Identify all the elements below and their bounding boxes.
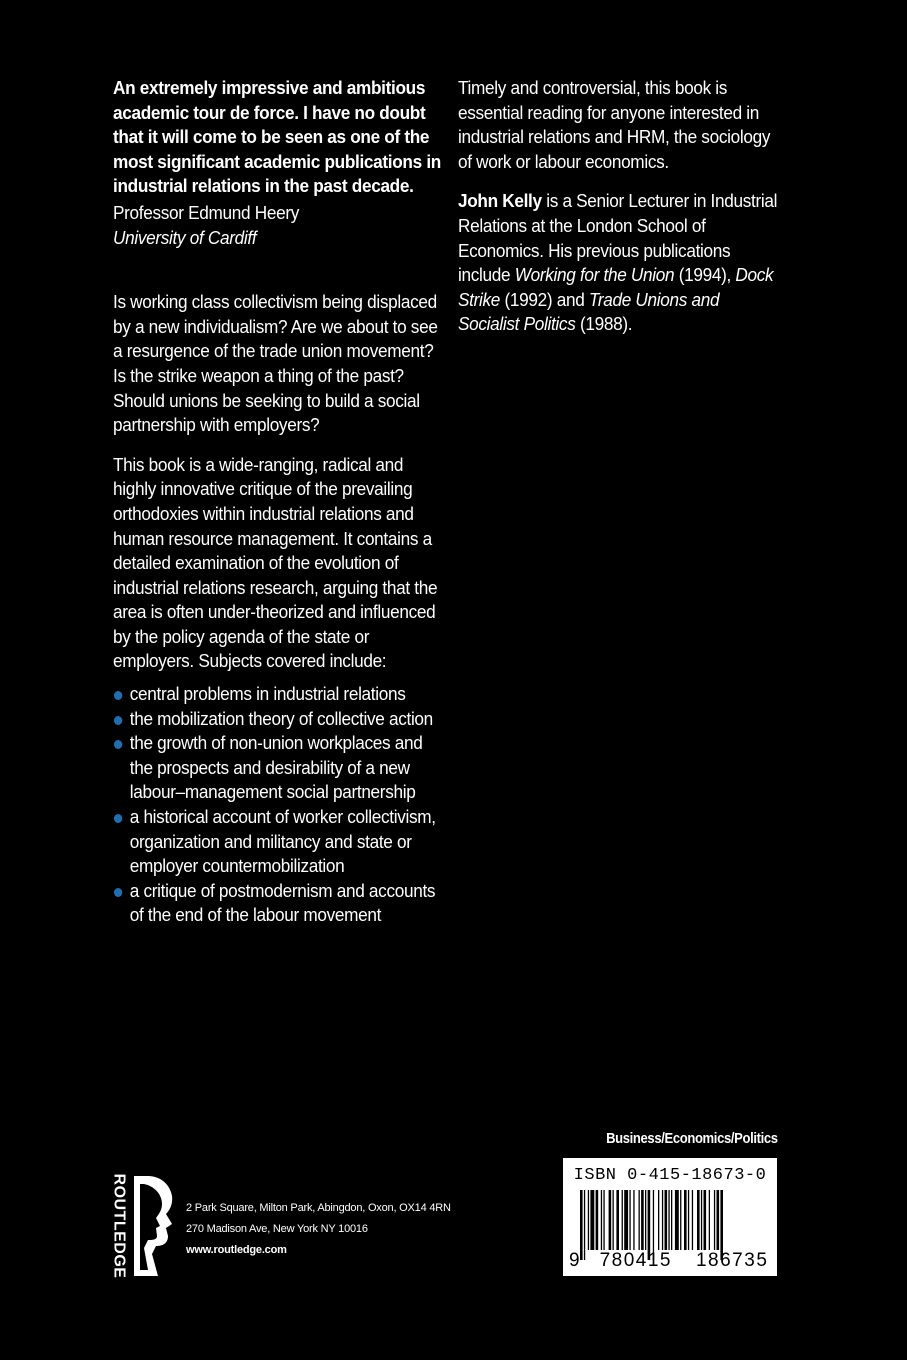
isbn-group-1: 780415 <box>599 1250 672 1271</box>
barcode-bar <box>675 1190 679 1250</box>
left-column-text <box>113 76 444 928</box>
subject-item: a critique of postmodernism and accounts of the end of the labour movement <box>113 879 444 928</box>
barcode-bar <box>665 1190 668 1250</box>
barcode-bar <box>633 1190 634 1250</box>
address-uk: 2 Park Square, Milton Park, Abingdon, Oxon, OX14 4RN <box>186 1202 451 1214</box>
subject-category: Business/Economics/Politics <box>606 1131 778 1147</box>
bio-book-1: Working for the Union <box>514 264 675 286</box>
right-column <box>458 76 778 337</box>
barcode-bar <box>658 1190 659 1250</box>
barcode-bar <box>684 1190 687 1250</box>
subject-item: the growth of non-union workplaces and the prospects and desirability of a new labour–management social partnership <box>113 731 444 805</box>
barcode-bar <box>704 1190 707 1250</box>
publisher-name: ROUTLEDGE <box>110 1173 128 1279</box>
isbn-label: ISBN 0-415-18673-0 <box>573 1166 767 1185</box>
bio-text-1: is a Senior Lecturer in Industrial Relations at the London School of Economics. His previous publications include <box>458 190 778 286</box>
barcode-bar <box>701 1190 702 1250</box>
barcode-bar <box>613 1190 614 1250</box>
barcode-bar <box>616 1190 619 1250</box>
barcode-bar <box>680 1190 681 1250</box>
timely-paragraph: Timely and controversial, this book is essential reading for anyone interested in industrial relations and HRM, the sociology of work or labour economics. <box>458 77 771 172</box>
questions-paragraph: Is working class collectivism being displaced by a new individualism? Are we about to see a resurgence of the trade union movement? Is the strike weapon a thing of the past? Should unions be seeking to build a social partnership with employers? <box>113 291 438 436</box>
barcode-bar <box>709 1190 710 1250</box>
right-column-text <box>458 76 779 337</box>
barcode-bar <box>603 1190 604 1250</box>
subject-item: central problems in industrial relations <box>113 682 444 707</box>
author-name: John Kelly <box>458 190 542 212</box>
isbn-first-digit: 9 <box>569 1250 580 1271</box>
subjects-list <box>113 682 444 928</box>
barcode-bar <box>622 1190 623 1250</box>
barcode-bar <box>671 1190 672 1250</box>
barcode-bar <box>717 1190 720 1250</box>
publisher-website: www.routledge.com <box>186 1244 287 1256</box>
barcode-bar <box>596 1190 599 1250</box>
description-paragraph: This book is a wide-ranging, radical and highly innovative critique of the prevailing orthodoxies within industrial relations and human resource management. It contains a detailed examination of the evolution of industrial relations research, arguing that the area is often under-theorized and influenced by the policy agenda of the state or employers. Subjects covered include: <box>113 453 438 672</box>
isbn-digits <box>569 1250 773 1272</box>
barcode-bar <box>588 1190 589 1250</box>
endorsement-quote: An extremely impressive and ambitious academic tour de force. I have no doubt that it will come to be seen as one of the most significant academic publications in industrial relations in the past decade. <box>113 77 441 197</box>
barcode-bar <box>624 1190 628 1250</box>
barcode-bar <box>609 1190 612 1250</box>
bio-text-2: (1994), <box>674 264 736 286</box>
left-column <box>113 76 443 928</box>
bio-text-4: (1988). <box>575 313 633 335</box>
subject-item: the mobilization theory of collective action <box>113 707 444 732</box>
isbn-group-2: 186735 <box>695 1250 769 1271</box>
isbn-barcode <box>563 1158 777 1276</box>
barcode-bar <box>645 1190 646 1250</box>
barcode-bar <box>714 1190 715 1250</box>
bio-book-2: Dock Strike <box>458 264 774 310</box>
barcode-bar <box>697 1190 700 1250</box>
barcode-bar <box>639 1190 640 1250</box>
barcode-bar <box>668 1190 669 1250</box>
bio-text-3: (1992) and <box>500 288 589 310</box>
barcode-bar <box>688 1190 689 1250</box>
publisher-address <box>186 1198 451 1261</box>
barcode-bar <box>590 1190 594 1250</box>
barcode-bar <box>629 1190 630 1250</box>
barcode-bar <box>692 1190 693 1250</box>
barcode-bar <box>641 1190 644 1250</box>
barcode-bar <box>601 1190 602 1250</box>
address-us: 270 Madison Ave, New York NY 10016 <box>186 1223 368 1235</box>
bio-book-3: Trade Unions and Socialist Politics <box>458 288 720 335</box>
endorsement-institution: University of Cardiff <box>113 226 257 248</box>
endorsement-author: Professor Edmund Heery <box>113 201 300 223</box>
subject-item: a historical account of worker collectivism, organization and militancy and state or employer countermobilization <box>113 805 444 879</box>
barcode-bar <box>662 1190 663 1250</box>
author-bio <box>458 189 779 337</box>
